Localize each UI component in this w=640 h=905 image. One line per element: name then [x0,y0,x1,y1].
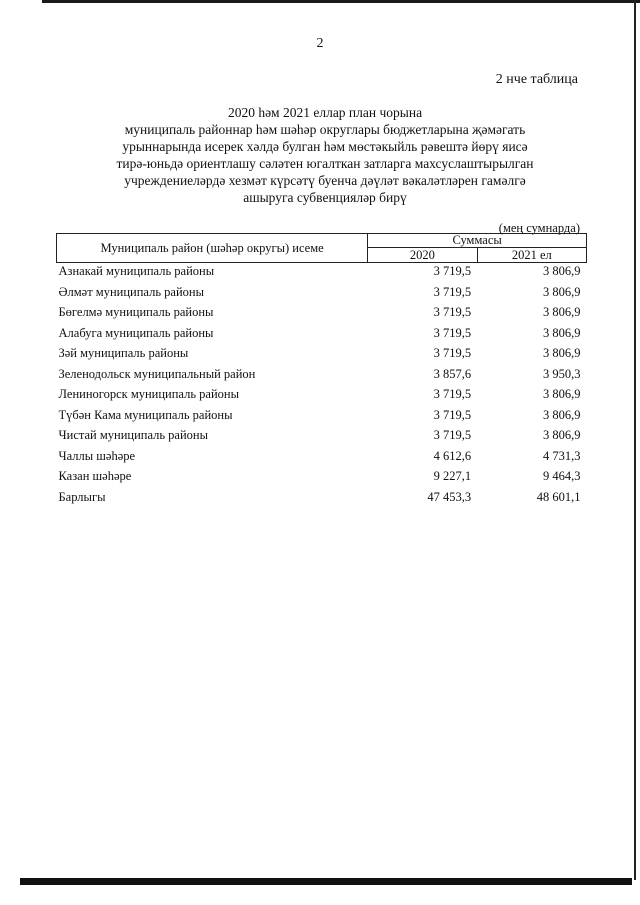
row-value-2020: 4 612,6 [433,448,472,463]
row-value-2021: 3 806,9 [543,305,581,319]
table-row [57,263,587,284]
header-year-2021: 2021 ел [477,248,586,263]
row-name: Чаллы шәһәре [58,448,136,463]
table-row [57,448,587,469]
page-number: 2 [316,36,324,51]
table-row [57,304,587,325]
row-value-2021: 4 731,3 [543,448,581,463]
table-row [57,284,587,305]
header-name: Муниципаль район (шәһәр округы) исеме [57,234,368,263]
row-value-2021: 9 464,3 [543,469,581,483]
row-name: Әлмәт муниципаль районы [58,284,204,299]
row-name: Казан шәһәре [58,469,132,483]
row-value-2021: 3 806,9 [543,387,581,401]
title-line: ашыруга субвенцияләр бирү [243,190,407,205]
table-row [57,427,587,448]
table-row [57,345,587,366]
row-value-2021: 48 601,1 [536,489,581,504]
table-row [57,407,587,428]
row-value-2020: 3 719,5 [433,264,472,278]
row-value-2020: 3 719,5 [433,284,472,299]
row-value-2020: 3 719,5 [433,428,472,442]
table-row [57,468,587,489]
table-row [57,325,587,346]
title-line: 2020 һәм 2021 еллар план чорына [227,105,423,120]
row-name: Бөгелмә муниципаль районы [58,305,214,319]
row-value-2021: 3 806,9 [543,346,581,360]
row-value-2020: 3 857,6 [433,366,472,381]
row-name: Барлыгы [58,489,106,504]
title-line: муниципаль районнар һәм шәһәр округлары бюджетларына җәмәгать [124,122,526,137]
table-row [57,489,587,510]
scan-edge-top [42,0,640,3]
row-value-2020: 3 719,5 [433,305,472,319]
row-value-2020: 3 719,5 [433,387,472,401]
title-line: тирә-юньдә ориентлашу сәләтен югалткан затларга махсуслаштырылган [116,156,534,171]
row-value-2021: 3 806,9 [543,407,581,422]
row-value-2021: 3 806,9 [543,264,581,278]
title-line: учреждениеләрдә хезмәт күрсәтү буенча дәүләт вәкаләтләрен гамәлгә [124,173,526,188]
row-name: Түбән Кама муниципаль районы [58,407,233,422]
scan-edge-bottom [20,878,632,885]
row-value-2021: 3 806,9 [543,325,581,340]
subvention-table [56,233,587,509]
title-line: урыннарында исерек хәлдә булган һәм мөстәкыйль рәвештә йөрү яисә [122,139,528,154]
row-value-2020: 3 719,5 [433,407,472,422]
row-value-2021: 3 806,9 [543,284,581,299]
row-value-2020: 3 719,5 [433,346,472,360]
row-value-2020: 3 719,5 [433,325,472,340]
row-name: Зәй муниципаль районы [58,346,189,360]
table-row [57,366,587,387]
row-value-2020: 47 453,3 [427,489,472,504]
unit-note: (мең сумнарда) [498,221,580,235]
row-value-2020: 9 227,1 [433,469,472,483]
row-name: Алабуга муниципаль районы [58,325,214,340]
document-title [90,104,560,206]
scan-edge-right [634,0,636,880]
row-name: Чистай муниципаль районы [58,428,208,442]
row-value-2021: 3 806,9 [543,428,581,442]
table-number: 2 нче таблица [495,72,578,87]
header-sum: Суммасы [368,234,587,248]
header-year-2020: 2020 [368,248,477,263]
row-value-2021: 3 950,3 [543,366,581,381]
row-name: Азнакай муниципаль районы [58,264,215,278]
row-name: Зеленодольск муниципальный район [58,366,256,381]
row-name: Лениногорск муниципаль районы [58,387,239,401]
table-row [57,386,587,407]
